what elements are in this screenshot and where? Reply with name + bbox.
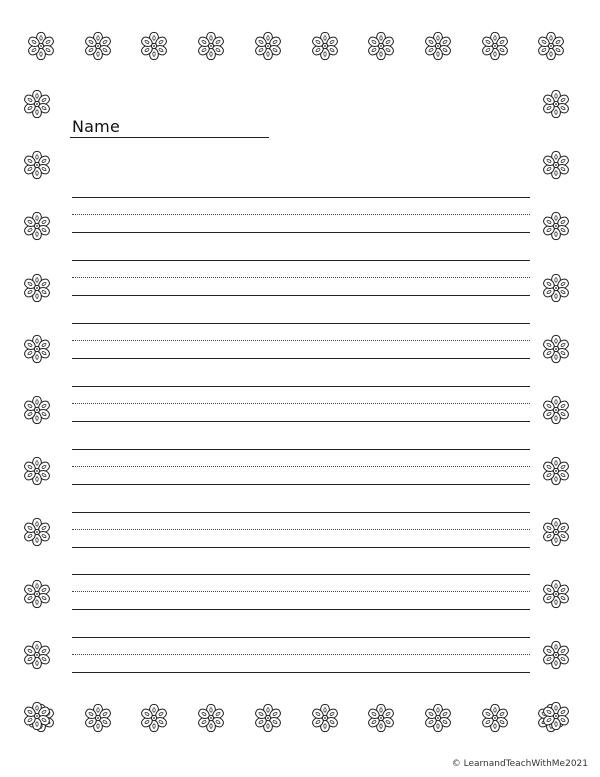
dotted-midline	[72, 591, 530, 592]
flower-icon	[541, 273, 571, 303]
headline	[72, 637, 530, 638]
name-underline	[70, 137, 269, 138]
flower-icon	[196, 31, 226, 61]
dotted-midline	[72, 466, 530, 467]
flower-icon	[480, 703, 510, 733]
name-label: Name	[72, 117, 121, 136]
flower-icon	[366, 31, 396, 61]
flower-icon	[22, 701, 52, 731]
name-field[interactable]	[70, 117, 270, 139]
flower-icon	[22, 395, 52, 425]
dotted-midline	[72, 403, 530, 404]
handwriting-line-set[interactable]	[72, 637, 530, 673]
flower-icon	[541, 211, 571, 241]
baseline	[72, 421, 530, 422]
flower-icon	[536, 31, 566, 61]
headline	[72, 260, 530, 261]
headline	[72, 197, 530, 198]
dotted-midline	[72, 654, 530, 655]
baseline	[72, 609, 530, 610]
flower-icon	[423, 31, 453, 61]
flower-icon	[310, 703, 340, 733]
flower-icon	[139, 703, 169, 733]
flower-icon	[22, 211, 52, 241]
headline	[72, 449, 530, 450]
baseline	[72, 484, 530, 485]
flower-icon	[83, 31, 113, 61]
flower-icon	[22, 273, 52, 303]
baseline	[72, 358, 530, 359]
flower-icon	[139, 31, 169, 61]
dotted-midline	[72, 340, 530, 341]
headline	[72, 323, 530, 324]
flower-icon	[480, 31, 510, 61]
flower-icon	[22, 89, 52, 119]
handwriting-line-set[interactable]	[72, 512, 530, 548]
handwriting-line-set[interactable]	[72, 386, 530, 422]
flower-icon	[22, 150, 52, 180]
headline	[72, 386, 530, 387]
baseline	[72, 295, 530, 296]
baseline	[72, 232, 530, 233]
flower-icon	[541, 89, 571, 119]
flower-icon	[541, 640, 571, 670]
flower-icon	[22, 579, 52, 609]
flower-icon	[423, 703, 453, 733]
flower-icon	[22, 456, 52, 486]
flower-icon	[541, 456, 571, 486]
handwriting-line-set[interactable]	[72, 449, 530, 485]
dotted-midline	[72, 277, 530, 278]
handwriting-line-set[interactable]	[72, 197, 530, 233]
flower-icon	[22, 334, 52, 364]
flower-icon	[541, 395, 571, 425]
flower-icon	[83, 703, 113, 733]
flower-icon	[253, 31, 283, 61]
headline	[72, 512, 530, 513]
flower-icon	[22, 640, 52, 670]
flower-icon	[366, 703, 396, 733]
flower-icon	[541, 579, 571, 609]
flower-icon	[196, 703, 226, 733]
headline	[72, 574, 530, 575]
flower-icon	[22, 517, 52, 547]
flower-icon	[253, 703, 283, 733]
dotted-midline	[72, 529, 530, 530]
flower-icon	[26, 31, 56, 61]
baseline	[72, 672, 530, 673]
flower-icon	[541, 517, 571, 547]
copyright-text: © LearnandTeachWithMe2021	[451, 759, 588, 769]
flower-icon	[310, 31, 340, 61]
handwriting-line-set[interactable]	[72, 574, 530, 610]
handwriting-line-set[interactable]	[72, 260, 530, 296]
baseline	[72, 547, 530, 548]
flower-icon	[541, 701, 571, 731]
flower-icon	[541, 334, 571, 364]
dotted-midline	[72, 214, 530, 215]
flower-icon	[541, 150, 571, 180]
handwriting-line-set[interactable]	[72, 323, 530, 359]
